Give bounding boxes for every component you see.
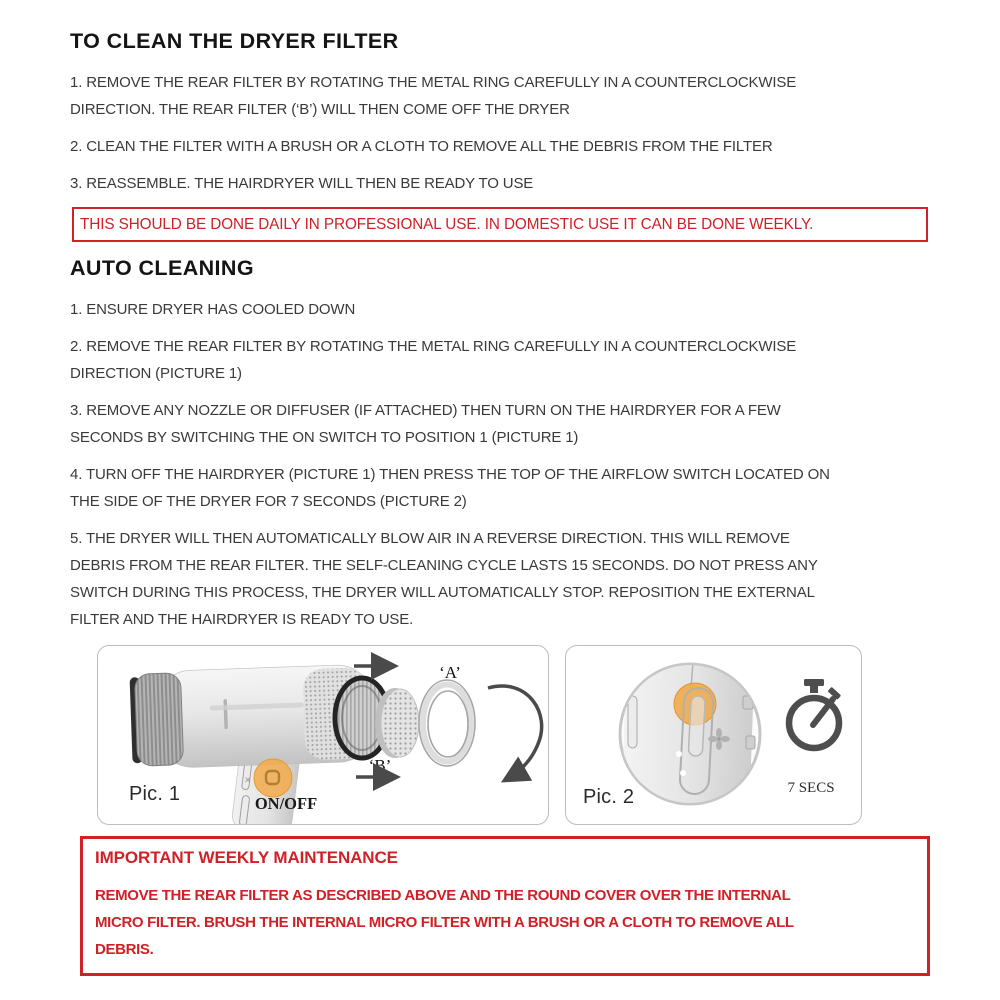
- step-line: 4. TURN OFF THE HAIRDRYER (PICTURE 1) THEN PRESS THE TOP OF THE AIRFLOW SWITCH LOCATED ON: [70, 466, 830, 483]
- figures-row: [97, 645, 940, 825]
- daily-use-warning-box: THIS SHOULD BE DONE DAILY IN PROFESSIONAL USE. IN DOMESTIC USE IT CAN BE DONE WEEKLY.: [72, 207, 928, 242]
- handle-marking: ✕: [244, 775, 252, 785]
- step-line: 1. REMOVE THE REAR FILTER BY ROTATING THE METAL RING CAREFULLY IN A COUNTERCLOCKWISE: [70, 74, 797, 91]
- auto-step-3: [70, 397, 940, 451]
- figure-1-caption: Pic. 1: [129, 783, 181, 805]
- metal-ring: [419, 680, 475, 766]
- step-line: 1. ENSURE DRYER HAS COOLED DOWN: [70, 301, 356, 318]
- clean-step-3: [70, 170, 940, 197]
- auto-step-5: [70, 525, 940, 633]
- maintenance-title: IMPORTANT WEEKLY MAINTENANCE: [95, 848, 398, 867]
- step-line: DEBRIS FROM THE REAR FILTER. THE SELF-CLEANING CYCLE LASTS 15 SECONDS. DO NOT PRESS ANY: [70, 557, 818, 574]
- figure-picture-2: [565, 645, 862, 825]
- label-a: ‘A’: [439, 663, 461, 682]
- rear-filter-disc: [375, 688, 419, 758]
- clean-step-2: [70, 133, 940, 160]
- step-line: 2. REMOVE THE REAR FILTER BY ROTATING THE METAL RING CAREFULLY IN A COUNTERCLOCKWISE: [70, 338, 797, 355]
- section-title-clean-filter: TO CLEAN THE DRYER FILTER: [70, 29, 399, 53]
- step-line: DIRECTION. THE REAR FILTER (‘B’) WILL THEN COME OFF THE DRYER: [70, 101, 570, 118]
- step-line: DIRECTION (PICTURE 1): [70, 365, 242, 382]
- maintenance-line: DEBRIS.: [95, 941, 154, 958]
- on-off-label: ON/OFF: [254, 794, 318, 813]
- figure-picture-1: [97, 645, 549, 825]
- counterclockwise-rotation-arrow-icon: [488, 686, 542, 779]
- step-line: FILTER AND THE HAIRDRYER IS READY TO USE.: [70, 611, 414, 628]
- auto-step-4: [70, 461, 940, 515]
- auto-step-1: [70, 296, 940, 323]
- clean-step-1: [70, 69, 940, 123]
- weekly-maintenance-box: [80, 836, 930, 976]
- step-line: THE SIDE OF THE DRYER FOR 7 SECONDS (PICTURE 2): [70, 493, 467, 510]
- side-switch-edge: [628, 696, 637, 748]
- maintenance-line: REMOVE THE REAR FILTER AS DESCRIBED ABOVE AND THE ROUND COVER OVER THE INTERNAL: [95, 887, 791, 904]
- step-line: 2. CLEAN THE FILTER WITH A BRUSH OR A CLOTH TO REMOVE ALL THE DEBRIS FROM THE FILTER: [70, 138, 773, 155]
- step-line: SECONDS BY SWITCHING THE ON SWITCH TO POSITION 1 (PICTURE 1): [70, 429, 579, 446]
- label-b: ‘B’: [368, 756, 392, 775]
- stopwatch-icon: [789, 679, 841, 748]
- switch-dot: [680, 770, 686, 776]
- side-notch-bottom: [746, 736, 755, 749]
- timer-label: 7 SECS: [787, 780, 835, 796]
- dryer-side-closeup: [621, 650, 755, 822]
- step-line: SWITCH DURING THIS PROCESS, THE DRYER WILL AUTOMATICALLY STOP. REPOSITION THE EXTERNAL: [70, 584, 815, 601]
- figure-2-caption: Pic. 2: [583, 786, 635, 808]
- step-line: 3. REMOVE ANY NOZZLE OR DIFFUSER (IF ATTACHED) THEN TURN ON THE HAIRDRYER FOR A FEW: [70, 402, 781, 419]
- step-line: 3. REASSEMBLE. THE HAIRDRYER WILL THEN BE READY TO USE: [70, 175, 534, 192]
- step-line: 5. THE DRYER WILL THEN AUTOMATICALLY BLOW AIR IN A REVERSE DIRECTION. THIS WILL REMOVE: [70, 530, 790, 547]
- rear-knurled-cap: [134, 673, 183, 767]
- maintenance-line: MICRO FILTER. BRUSH THE INTERNAL MICRO FILTER WITH A BRUSH OR A CLOTH TO REMOVE ALL: [95, 914, 794, 931]
- auto-step-2: [70, 333, 940, 387]
- section-title-auto-cleaning: AUTO CLEANING: [70, 256, 254, 280]
- on-off-button: [254, 759, 292, 797]
- switch-dot: [676, 751, 682, 757]
